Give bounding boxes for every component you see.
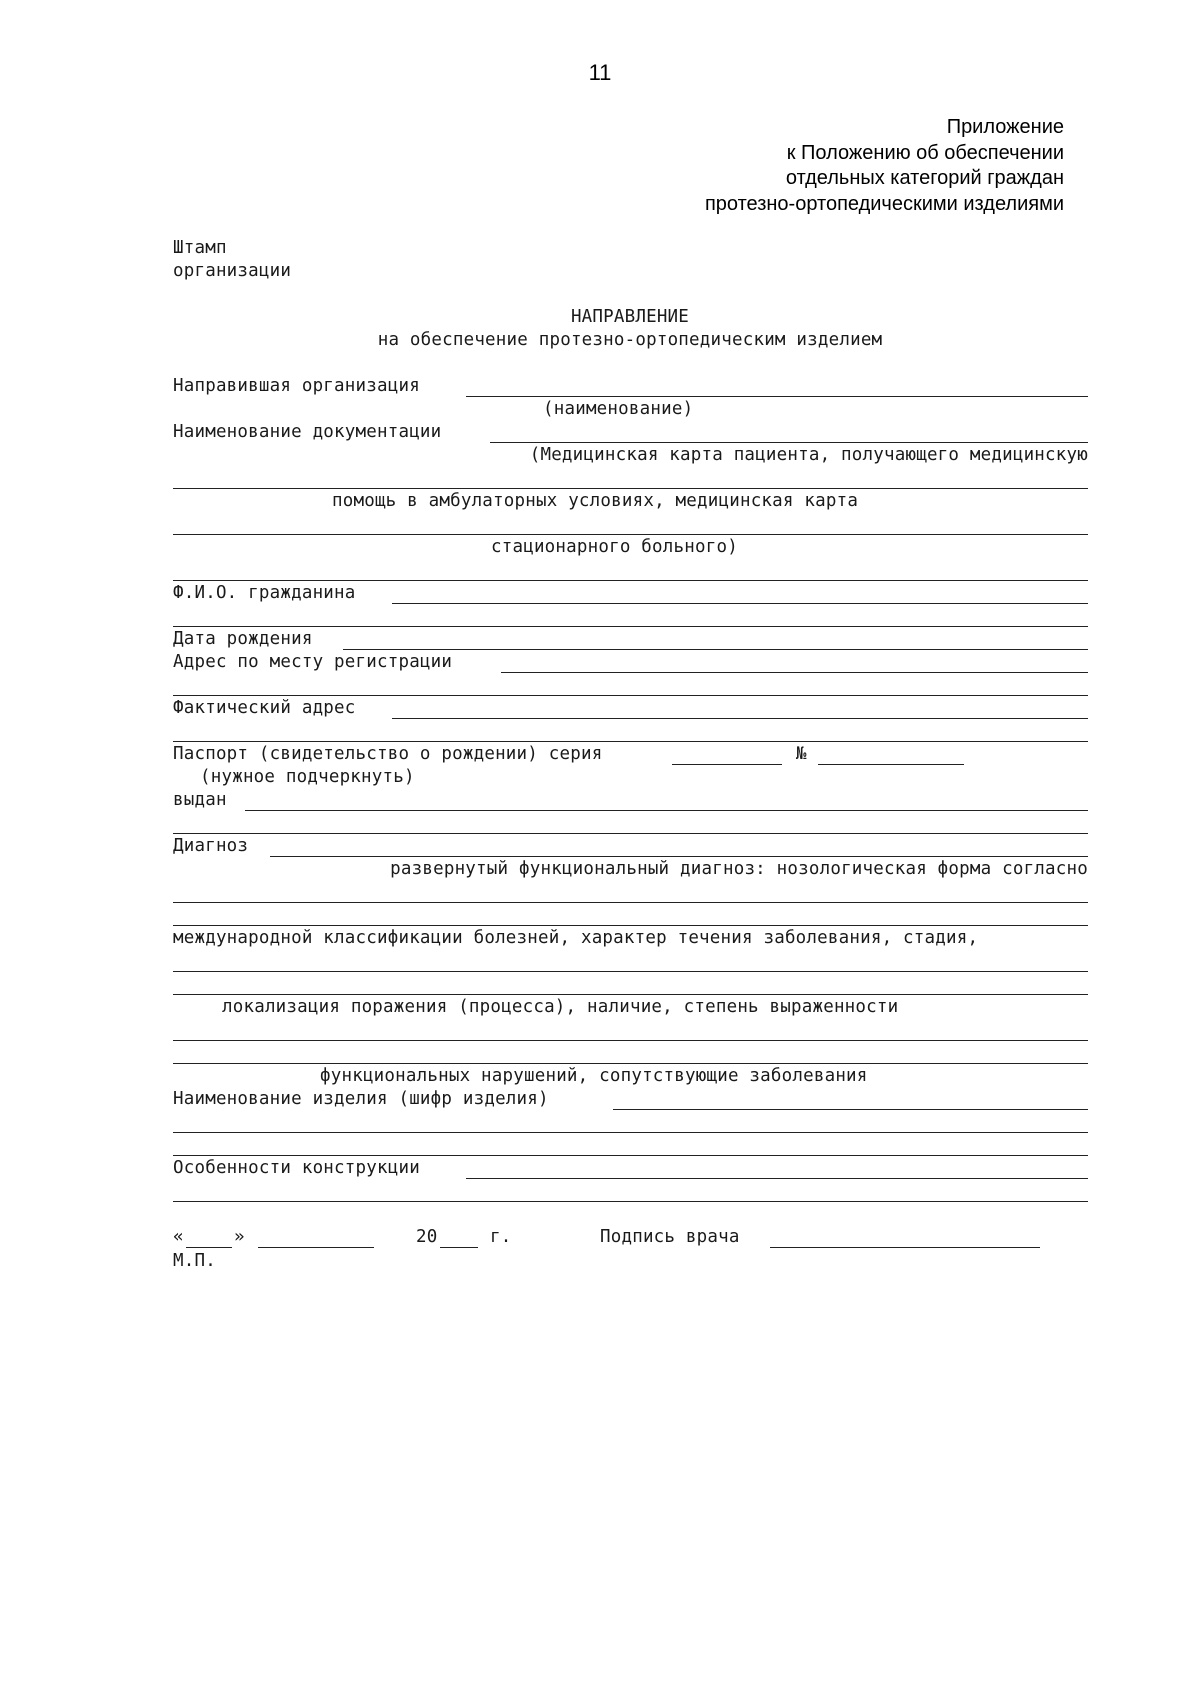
page-number: 11 [588,60,612,85]
doc-hint-2: помощь в амбулаторных условиях, медицинская карта [332,491,859,511]
product-field[interactable] [613,1109,1088,1110]
diagnosis-field-line-6[interactable] [173,1040,1088,1041]
org-label: Направившая организация [173,376,420,396]
date-day-field[interactable] [186,1247,232,1248]
reg-address-label: Адрес по месту регистрации [173,652,453,672]
dob-field[interactable] [343,649,1088,650]
doc-hint-1: (Медицинская карта пациента, получающего медицинскую [529,445,1088,465]
passport-label: Паспорт (свидетельство о рождении) серия [173,744,603,764]
issued-field-line-2[interactable] [173,833,1088,834]
reg-address-field-line-2[interactable] [173,695,1088,696]
fio-field[interactable] [392,603,1088,604]
org-field[interactable] [466,396,1088,397]
passport-number-field[interactable] [818,764,964,765]
doc-field-line-4[interactable] [173,580,1088,581]
diagnosis-hint-2: международной классификации болезней, характер течения заболевания, стадия, [173,928,979,948]
dob-label: Дата рождения [173,629,313,649]
passport-series-field[interactable] [672,764,782,765]
passport-hint: (нужное подчеркнуть) [200,767,415,787]
diagnosis-field-line-7[interactable] [173,1063,1088,1064]
stamp-line-2: организации [173,261,292,281]
actual-address-label: Фактический адрес [173,698,356,718]
doc-field-line-2[interactable] [173,488,1088,489]
diagnosis-field-line-3[interactable] [173,925,1088,926]
diagnosis-field-line-5[interactable] [173,994,1088,995]
date-quote-open: « [173,1227,184,1247]
date-quote-close: » [234,1227,245,1247]
appendix-line-3: отдельных категорий граждан [785,167,1064,189]
reg-address-field[interactable] [501,672,1088,673]
product-field-line-2[interactable] [173,1132,1088,1133]
design-field-line-2[interactable] [173,1201,1088,1202]
appendix-line-4: протезно-ортопедическими изделиями [704,193,1064,215]
diagnosis-label: Диагноз [173,836,249,856]
date-year-field[interactable] [440,1247,478,1248]
date-year-prefix: 20 [416,1227,438,1247]
product-label: Наименование изделия (шифр изделия) [173,1089,549,1109]
appendix-line-2: к Положению об обеспечении [786,142,1064,164]
stamp-line-1: Штамп [173,238,227,258]
seal-label: М.П. [173,1251,216,1271]
design-field[interactable] [466,1178,1088,1179]
diagnosis-field-line-2[interactable] [173,902,1088,903]
date-year-suffix: г. [490,1227,512,1247]
form-subtitle: на обеспечение протезно-ортопедическим изделием [377,330,883,350]
doc-hint-3: стационарного больного) [491,537,738,557]
issued-label: выдан [173,790,227,810]
signature-field[interactable] [770,1247,1040,1248]
doc-label: Наименование документации [173,422,442,442]
product-field-line-3[interactable] [173,1155,1088,1156]
diagnosis-field[interactable] [270,856,1088,857]
doc-field[interactable] [490,442,1088,443]
diagnosis-hint-1: развернутый функциональный диагноз: нозологическая форма согласно [390,859,1088,879]
diagnosis-hint-3: локализация поражения (процесса), наличие, степень выраженности [222,997,899,1017]
appendix-line-1: Приложение [946,116,1064,138]
date-month-field[interactable] [258,1247,374,1248]
fio-label: Ф.И.О. гражданина [173,583,356,603]
diagnosis-hint-4: функциональных нарушений, сопутствующие заболевания [320,1066,868,1086]
doc-field-line-3[interactable] [173,534,1088,535]
actual-address-field[interactable] [392,718,1088,719]
org-hint: (наименование) [543,399,694,419]
issued-field[interactable] [245,810,1088,811]
form-title: НАПРАВЛЕНИЕ [570,307,690,327]
fio-field-line-2[interactable] [173,626,1088,627]
design-label: Особенности конструкции [173,1158,420,1178]
actual-address-field-line-2[interactable] [173,741,1088,742]
passport-number-sign: № [796,744,807,764]
signature-label: Подпись врача [600,1227,740,1247]
diagnosis-field-line-4[interactable] [173,971,1088,972]
